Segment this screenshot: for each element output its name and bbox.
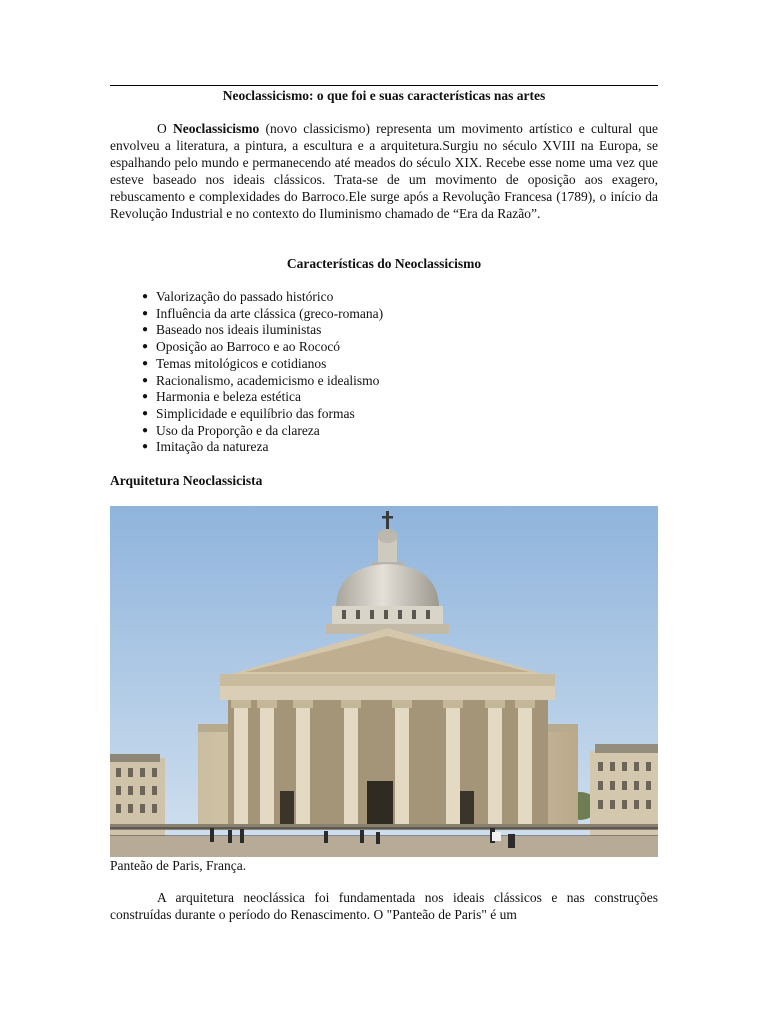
bullet-icon: ● xyxy=(142,307,149,319)
list-item: ● Simplicidade e equilíbrio das formas xyxy=(142,405,355,421)
intro-paragraph xyxy=(110,121,658,222)
characteristics-list xyxy=(142,289,636,456)
list-item: ● Influência da arte clássica (greco-romana) xyxy=(142,305,384,321)
top-rule xyxy=(110,85,658,86)
architecture-paragraph: A arquitetura neoclássica foi fundamentada nos ideais clássicos e nas construções construídas durante o período do Renascimento. O "Panteão de Paris" é um xyxy=(110,890,658,922)
characteristics-heading: Características do Neoclassicismo xyxy=(286,256,482,271)
intro-lead: O xyxy=(157,121,173,136)
bullet-icon: ● xyxy=(142,407,149,419)
bullet-icon: ● xyxy=(142,391,149,403)
bullet-icon: ● xyxy=(142,441,149,453)
list-item: ● Imitação da natureza xyxy=(142,439,269,455)
list-item: ● Harmonia e beleza estética xyxy=(142,389,302,405)
bullet-icon: ● xyxy=(142,291,149,302)
list-item: ● Uso da Proporção e da clareza xyxy=(142,422,320,438)
list-item: ● Valorização do passado histórico xyxy=(142,289,334,304)
bullet-icon: ● xyxy=(142,424,149,436)
photo-caption: Panteão de Paris, França. xyxy=(110,858,247,873)
bullet-icon: ● xyxy=(142,341,149,353)
list-item: ● Temas mitológicos e cotidianos xyxy=(142,355,327,371)
page-title: Neoclassicismo: o que foi e suas características nas artes xyxy=(222,88,546,103)
pantheon-photo xyxy=(110,506,658,857)
intro-rest: (novo classicismo) representa um movimento artístico e cultural que envolveu a literatura, a pintura, a escultura e a arquitetura.Surgiu no século XVIII na Europa, se espalhando pelo mundo e permanecendo até meados do século XIX. Recebe esse nome uma vez que esteve baseado nos ideais clássicos. Trata-se de um movimento de oposição aos exagero, rebuscamento e complexidades do Barroco.Ele surge após a Revolução Francesa (1789), o início da Revolução Industrial e no contexto do Iluminismo chamado de “Era da Razão”. xyxy=(110,121,658,221)
intro-bold-term: Neoclassicismo xyxy=(173,121,260,136)
architecture-heading: Arquitetura Neoclassicista xyxy=(110,473,263,488)
bullet-icon: ● xyxy=(142,374,149,386)
list-item: ● Racionalismo, academicismo e idealismo xyxy=(142,372,380,388)
list-item: ● Oposição ao Barroco e ao Rococó xyxy=(142,339,341,355)
bullet-icon: ● xyxy=(142,357,149,369)
bullet-icon: ● xyxy=(142,324,149,336)
list-item: ● Baseado nos ideais iluministas xyxy=(142,322,322,338)
